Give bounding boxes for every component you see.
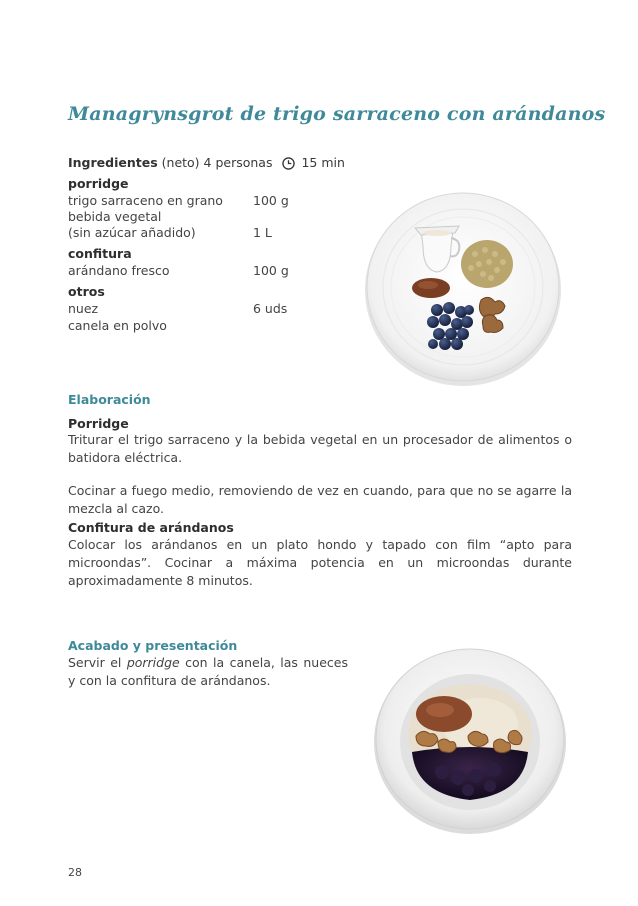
elaboracion-heading: Elaboración xyxy=(68,392,151,407)
ingredient-qty: 100 g xyxy=(253,193,289,208)
ingredients-plate-photo xyxy=(363,188,563,388)
ingredient-name: (sin azúcar añadido) xyxy=(68,225,196,240)
porridge-italic: porridge xyxy=(126,655,180,670)
confitura-step-text: Colocar los arándanos en un plato hondo y tapado con film “apto para microondas”. Cocinar a máxima potencia en un microondas durante aproximadamente 8 minutos. xyxy=(68,537,572,588)
ingredient-name: trigo sarraceno en grano xyxy=(68,193,223,208)
ingredient-name: bebida vegetal xyxy=(68,209,162,224)
ingredient-name: arándano fresco xyxy=(68,263,170,278)
ingredient-qty: 6 uds xyxy=(253,301,288,316)
clock-icon xyxy=(282,157,295,170)
servings-text: (neto) 4 personas xyxy=(161,155,273,170)
porridge-heading: porridge xyxy=(68,176,129,191)
time-text: 15 min xyxy=(301,155,345,170)
ingredient-qty: 1 L xyxy=(253,225,272,240)
porridge-step-heading: Porridge xyxy=(68,416,129,431)
porridge-step-text-1: Triturar el trigo sarraceno y la bebida vegetal en un procesador de alimentos o batidora eléctrica. xyxy=(68,432,572,465)
ingredients-label: Ingredientes xyxy=(68,155,158,170)
confitura-heading: confitura xyxy=(68,246,132,261)
porridge-bowl-photo xyxy=(372,644,568,836)
ingredients-header xyxy=(68,155,345,170)
confitura-step-heading: Confitura de arándanos xyxy=(68,520,234,535)
page-number: 28 xyxy=(68,866,82,879)
acabado-text: Servir el porridge con la canela, las nueces y con la confitura de arándanos. xyxy=(68,655,348,688)
ingredient-name: nuez xyxy=(68,301,99,316)
otros-heading: otros xyxy=(68,284,105,299)
acabado-heading: Acabado y presentación xyxy=(68,638,238,653)
porridge-step-text-2: Cocinar a fuego medio, removiendo de vez en cuando, para que no se agarre la mezcla al cazo. xyxy=(68,483,572,516)
page-title: Managrynsgrot de trigo sarraceno con arándanos xyxy=(68,103,606,125)
ingredient-name: canela en polvo xyxy=(68,318,167,333)
ingredient-qty: 100 g xyxy=(253,263,289,278)
